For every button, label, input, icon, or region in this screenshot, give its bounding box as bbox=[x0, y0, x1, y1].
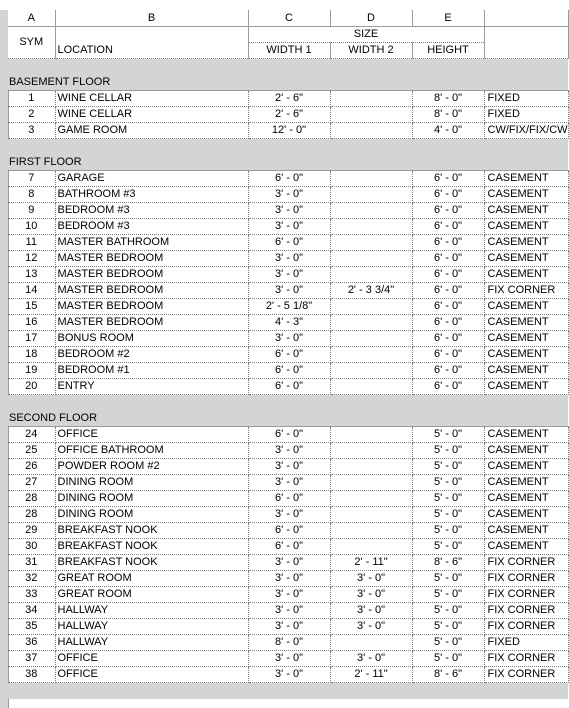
height-cell[interactable]: 6' - 0" bbox=[412, 315, 484, 331]
width1-cell[interactable]: 3' - 0" bbox=[248, 203, 330, 219]
width1-cell[interactable]: 3' - 0" bbox=[248, 507, 330, 523]
table-row[interactable] bbox=[8, 443, 568, 459]
table-row[interactable] bbox=[8, 603, 568, 619]
location-cell[interactable]: MASTER BEDROOM bbox=[55, 267, 248, 283]
sym-cell[interactable]: 28 bbox=[8, 491, 55, 507]
width1-cell[interactable]: 4' - 3" bbox=[248, 315, 330, 331]
location-cell[interactable]: BEDROOM #3 bbox=[55, 219, 248, 235]
type-cell[interactable]: CASEMENT bbox=[484, 539, 568, 555]
location-cell[interactable]: MASTER BATHROOM bbox=[55, 235, 248, 251]
location-cell[interactable]: ENTRY bbox=[55, 379, 248, 395]
column-header-e[interactable]: E bbox=[412, 10, 484, 27]
table-row[interactable] bbox=[8, 667, 568, 683]
sym-cell[interactable]: 10 bbox=[8, 219, 55, 235]
sym-cell[interactable]: 14 bbox=[8, 283, 55, 299]
table-row[interactable] bbox=[8, 347, 568, 363]
sym-cell[interactable]: 27 bbox=[8, 475, 55, 491]
width1-cell[interactable]: 3' - 0" bbox=[248, 187, 330, 203]
height-cell[interactable]: 8' - 6" bbox=[412, 667, 484, 683]
column-header-c[interactable]: C bbox=[248, 10, 330, 27]
width2-cell[interactable]: 3' - 0" bbox=[330, 587, 412, 603]
width2-cell[interactable] bbox=[330, 171, 412, 187]
table-row[interactable] bbox=[8, 267, 568, 283]
table-row[interactable] bbox=[8, 363, 568, 379]
location-cell[interactable]: BEDROOM #3 bbox=[55, 203, 248, 219]
type-cell[interactable]: FIXED bbox=[484, 91, 568, 107]
section-header-row bbox=[8, 411, 568, 427]
height-cell[interactable]: 6' - 0" bbox=[412, 347, 484, 363]
column-header-f[interactable] bbox=[484, 10, 568, 27]
type-cell[interactable]: CASEMENT bbox=[484, 427, 568, 443]
table-row[interactable] bbox=[8, 299, 568, 315]
width1-cell[interactable]: 2' - 6" bbox=[248, 107, 330, 123]
width1-cell[interactable]: 6' - 0" bbox=[248, 235, 330, 251]
type-cell[interactable]: CASEMENT bbox=[484, 251, 568, 267]
width1-cell[interactable]: 3' - 0" bbox=[248, 443, 330, 459]
table-row[interactable] bbox=[8, 571, 568, 587]
height-cell[interactable]: 6' - 0" bbox=[412, 363, 484, 379]
type-cell[interactable]: FIXED bbox=[484, 635, 568, 651]
width1-cell[interactable]: 6' - 0" bbox=[248, 523, 330, 539]
height-cell[interactable]: 5' - 0" bbox=[412, 491, 484, 507]
width1-cell[interactable]: 3' - 0" bbox=[248, 619, 330, 635]
sym-cell[interactable]: 38 bbox=[8, 667, 55, 683]
width1-cell[interactable]: 6' - 0" bbox=[248, 363, 330, 379]
table-row[interactable] bbox=[8, 491, 568, 507]
height-cell[interactable]: 6' - 0" bbox=[412, 267, 484, 283]
table-row[interactable] bbox=[8, 107, 568, 123]
sym-cell[interactable]: 26 bbox=[8, 459, 55, 475]
location-cell[interactable]: GAME ROOM bbox=[55, 123, 248, 139]
width2-cell[interactable] bbox=[330, 91, 412, 107]
table-row[interactable] bbox=[8, 187, 568, 203]
type-cell[interactable]: CASEMENT bbox=[484, 475, 568, 491]
width1-cell[interactable]: 3' - 0" bbox=[248, 459, 330, 475]
height-cell[interactable]: 5' - 0" bbox=[412, 539, 484, 555]
height-cell[interactable]: 5' - 0" bbox=[412, 619, 484, 635]
height-cell[interactable]: 6' - 0" bbox=[412, 187, 484, 203]
sym-cell[interactable]: 28 bbox=[8, 507, 55, 523]
table-row[interactable] bbox=[8, 251, 568, 267]
location-cell[interactable]: HALLWAY bbox=[55, 619, 248, 635]
type-cell[interactable]: CASEMENT bbox=[484, 347, 568, 363]
sym-cell[interactable]: 32 bbox=[8, 571, 55, 587]
width2-header: WIDTH 2 bbox=[330, 43, 412, 59]
width1-cell[interactable]: 6' - 0" bbox=[248, 379, 330, 395]
sym-cell[interactable]: 30 bbox=[8, 539, 55, 555]
type-cell[interactable]: CASEMENT bbox=[484, 203, 568, 219]
column-header-a[interactable]: A bbox=[8, 10, 55, 27]
height-cell[interactable]: 6' - 0" bbox=[412, 219, 484, 235]
sym-header: SYM bbox=[8, 27, 55, 59]
height-cell[interactable]: 5' - 0" bbox=[412, 507, 484, 523]
type-cell[interactable]: CASEMENT bbox=[484, 187, 568, 203]
width1-cell[interactable]: 8' - 0" bbox=[248, 635, 330, 651]
section-title[interactable]: SECOND FLOOR bbox=[8, 411, 568, 427]
location-cell[interactable]: WINE CELLAR bbox=[55, 91, 248, 107]
section-spacer-cell bbox=[8, 139, 568, 156]
section-spacer-cell bbox=[8, 683, 568, 700]
section-spacer bbox=[8, 139, 568, 156]
type-cell[interactable]: CASEMENT bbox=[484, 315, 568, 331]
width1-cell[interactable]: 6' - 0" bbox=[248, 171, 330, 187]
type-cell[interactable]: FIX CORNER bbox=[484, 603, 568, 619]
location-cell[interactable]: BREAKFAST NOOK bbox=[55, 555, 248, 571]
sym-cell[interactable]: 35 bbox=[8, 619, 55, 635]
width2-cell[interactable] bbox=[330, 251, 412, 267]
width1-cell[interactable]: 6' - 0" bbox=[248, 427, 330, 443]
type-cell[interactable]: CASEMENT bbox=[484, 235, 568, 251]
header-row-1 bbox=[8, 27, 568, 43]
location-cell[interactable]: POWDER ROOM #2 bbox=[55, 459, 248, 475]
width2-cell[interactable] bbox=[330, 379, 412, 395]
width1-cell[interactable]: 2' - 6" bbox=[248, 91, 330, 107]
table-row[interactable] bbox=[8, 331, 568, 347]
table-row[interactable] bbox=[8, 219, 568, 235]
width1-cell[interactable]: 6' - 0" bbox=[248, 347, 330, 363]
width1-cell[interactable]: 3' - 0" bbox=[248, 267, 330, 283]
height-cell[interactable]: 5' - 0" bbox=[412, 459, 484, 475]
type-header bbox=[484, 27, 568, 59]
type-cell[interactable]: FIX CORNER bbox=[484, 571, 568, 587]
width2-cell[interactable] bbox=[330, 427, 412, 443]
type-cell[interactable]: CASEMENT bbox=[484, 491, 568, 507]
type-cell[interactable]: CASEMENT bbox=[484, 443, 568, 459]
sym-cell[interactable]: 29 bbox=[8, 523, 55, 539]
section-header-row bbox=[8, 155, 568, 171]
width2-cell[interactable]: 2' - 3 3/4" bbox=[330, 283, 412, 299]
height-cell[interactable]: 5' - 0" bbox=[412, 571, 484, 587]
type-cell[interactable]: CASEMENT bbox=[484, 299, 568, 315]
type-cell[interactable]: FIX CORNER bbox=[484, 555, 568, 571]
sym-cell[interactable]: 20 bbox=[8, 379, 55, 395]
location-cell[interactable]: OFFICE bbox=[55, 667, 248, 683]
sym-cell[interactable]: 7 bbox=[8, 171, 55, 187]
location-cell[interactable]: BEDROOM #1 bbox=[55, 363, 248, 379]
height-cell[interactable]: 5' - 0" bbox=[412, 475, 484, 491]
sym-cell[interactable]: 19 bbox=[8, 363, 55, 379]
width2-cell[interactable] bbox=[330, 219, 412, 235]
width2-cell[interactable] bbox=[330, 363, 412, 379]
location-cell[interactable]: BONUS ROOM bbox=[55, 331, 248, 347]
type-cell[interactable]: CASEMENT bbox=[484, 363, 568, 379]
table-row[interactable] bbox=[8, 283, 568, 299]
width1-cell[interactable]: 3' - 0" bbox=[248, 651, 330, 667]
height-cell[interactable]: 5' - 0" bbox=[412, 443, 484, 459]
width2-cell[interactable]: 2' - 11" bbox=[330, 555, 412, 571]
width2-cell[interactable] bbox=[330, 107, 412, 123]
location-cell[interactable]: MASTER BEDROOM bbox=[55, 283, 248, 299]
location-cell[interactable]: HALLWAY bbox=[55, 603, 248, 619]
type-cell[interactable]: CASEMENT bbox=[484, 379, 568, 395]
schedule-grid bbox=[0, 10, 568, 708]
table-row[interactable] bbox=[8, 635, 568, 651]
width2-cell[interactable] bbox=[330, 315, 412, 331]
width2-cell[interactable]: 3' - 0" bbox=[330, 571, 412, 587]
section-spacer bbox=[8, 683, 568, 700]
section-header-row bbox=[8, 75, 568, 91]
column-header-d[interactable]: D bbox=[330, 10, 412, 27]
sym-cell[interactable]: 25 bbox=[8, 443, 55, 459]
section-spacer-cell bbox=[8, 59, 568, 76]
table-row[interactable] bbox=[8, 651, 568, 667]
type-cell[interactable]: CASEMENT bbox=[484, 331, 568, 347]
table-row[interactable] bbox=[8, 459, 568, 475]
height-cell[interactable]: 6' - 0" bbox=[412, 379, 484, 395]
width1-header: WIDTH 1 bbox=[248, 43, 330, 59]
table-row[interactable] bbox=[8, 475, 568, 491]
sym-cell[interactable]: 2 bbox=[8, 107, 55, 123]
section-title[interactable]: BASEMENT FLOOR bbox=[8, 75, 568, 91]
width1-cell[interactable]: 12' - 0" bbox=[248, 123, 330, 139]
width2-cell[interactable] bbox=[330, 347, 412, 363]
height-cell[interactable]: 6' - 0" bbox=[412, 299, 484, 315]
width1-cell[interactable]: 3' - 0" bbox=[248, 475, 330, 491]
location-cell[interactable]: DINING ROOM bbox=[55, 491, 248, 507]
location-cell[interactable]: DINING ROOM bbox=[55, 507, 248, 523]
width2-cell[interactable]: 3' - 0" bbox=[330, 619, 412, 635]
width2-cell[interactable] bbox=[330, 491, 412, 507]
width2-cell[interactable] bbox=[330, 235, 412, 251]
location-cell[interactable]: OFFICE bbox=[55, 427, 248, 443]
width1-cell[interactable]: 3' - 0" bbox=[248, 555, 330, 571]
location-cell[interactable]: MASTER BEDROOM bbox=[55, 299, 248, 315]
height-cell[interactable]: 6' - 0" bbox=[412, 171, 484, 187]
table-row[interactable] bbox=[8, 123, 568, 139]
height-cell[interactable]: 5' - 0" bbox=[412, 635, 484, 651]
height-cell[interactable]: 8' - 6" bbox=[412, 555, 484, 571]
width2-cell[interactable]: 3' - 0" bbox=[330, 651, 412, 667]
width1-cell[interactable]: 3' - 0" bbox=[248, 571, 330, 587]
type-cell[interactable]: FIX CORNER bbox=[484, 587, 568, 603]
type-cell[interactable]: CASEMENT bbox=[484, 523, 568, 539]
height-cell[interactable]: 5' - 0" bbox=[412, 427, 484, 443]
location-cell[interactable]: OFFICE BATHROOM bbox=[55, 443, 248, 459]
location-cell[interactable]: BREAKFAST NOOK bbox=[55, 523, 248, 539]
window-schedule-table bbox=[8, 10, 569, 699]
location-cell[interactable]: BEDROOM #2 bbox=[55, 347, 248, 363]
sym-cell[interactable]: 33 bbox=[8, 587, 55, 603]
sym-cell[interactable]: 36 bbox=[8, 635, 55, 651]
width1-cell[interactable]: 3' - 0" bbox=[248, 667, 330, 683]
type-cell[interactable]: FIXED bbox=[484, 107, 568, 123]
location-cell[interactable]: BREAKFAST NOOK bbox=[55, 539, 248, 555]
height-cell[interactable]: 6' - 0" bbox=[412, 283, 484, 299]
type-cell[interactable]: FIX CORNER bbox=[484, 283, 568, 299]
width2-cell[interactable] bbox=[330, 635, 412, 651]
width2-cell[interactable] bbox=[330, 539, 412, 555]
width2-cell[interactable]: 2' - 11" bbox=[330, 667, 412, 683]
type-cell[interactable]: CASEMENT bbox=[484, 171, 568, 187]
sym-cell[interactable]: 11 bbox=[8, 235, 55, 251]
height-cell[interactable]: 8' - 0" bbox=[412, 107, 484, 123]
width1-cell[interactable]: 6' - 0" bbox=[248, 539, 330, 555]
sym-cell[interactable]: 37 bbox=[8, 651, 55, 667]
type-cell[interactable]: FIX CORNER bbox=[484, 651, 568, 667]
location-cell[interactable]: MASTER BEDROOM bbox=[55, 251, 248, 267]
sym-cell[interactable]: 1 bbox=[8, 91, 55, 107]
width2-cell[interactable] bbox=[330, 123, 412, 139]
width2-cell[interactable] bbox=[330, 203, 412, 219]
location-cell[interactable]: GARAGE bbox=[55, 171, 248, 187]
table-row[interactable] bbox=[8, 523, 568, 539]
height-cell[interactable]: 5' - 0" bbox=[412, 587, 484, 603]
table-row[interactable] bbox=[8, 235, 568, 251]
height-cell[interactable]: 5' - 0" bbox=[412, 651, 484, 667]
sym-cell[interactable]: 13 bbox=[8, 267, 55, 283]
section-spacer-cell bbox=[8, 395, 568, 412]
table-row[interactable] bbox=[8, 171, 568, 187]
width2-cell[interactable] bbox=[330, 459, 412, 475]
height-cell[interactable]: 6' - 0" bbox=[412, 235, 484, 251]
height-cell[interactable]: 6' - 0" bbox=[412, 251, 484, 267]
table-row[interactable] bbox=[8, 427, 568, 443]
height-cell[interactable]: 5' - 0" bbox=[412, 523, 484, 539]
location-cell[interactable]: DINING ROOM bbox=[55, 475, 248, 491]
sym-cell[interactable]: 12 bbox=[8, 251, 55, 267]
height-cell[interactable]: 6' - 0" bbox=[412, 203, 484, 219]
table-row[interactable] bbox=[8, 587, 568, 603]
width2-cell[interactable]: 3' - 0" bbox=[330, 603, 412, 619]
column-header-b[interactable]: B bbox=[55, 10, 248, 27]
type-cell[interactable]: CASEMENT bbox=[484, 459, 568, 475]
height-cell[interactable]: 4' - 0" bbox=[412, 123, 484, 139]
sym-cell[interactable]: 24 bbox=[8, 427, 55, 443]
sym-cell[interactable]: 8 bbox=[8, 187, 55, 203]
width2-cell[interactable] bbox=[330, 187, 412, 203]
sym-cell[interactable]: 3 bbox=[8, 123, 55, 139]
height-cell[interactable]: 5' - 0" bbox=[412, 603, 484, 619]
location-cell[interactable]: WINE CELLAR bbox=[55, 107, 248, 123]
section-spacer bbox=[8, 59, 568, 76]
width2-cell[interactable] bbox=[330, 443, 412, 459]
width1-cell[interactable]: 3' - 0" bbox=[248, 219, 330, 235]
table-row[interactable] bbox=[8, 619, 568, 635]
type-cell[interactable]: CASEMENT bbox=[484, 267, 568, 283]
width1-cell[interactable]: 3' - 0" bbox=[248, 331, 330, 347]
table-row[interactable] bbox=[8, 507, 568, 523]
width2-cell[interactable] bbox=[330, 475, 412, 491]
type-cell[interactable]: FIX CORNER bbox=[484, 619, 568, 635]
sym-cell[interactable]: 17 bbox=[8, 331, 55, 347]
height-cell[interactable]: 6' - 0" bbox=[412, 331, 484, 347]
type-cell[interactable]: CW/FIX/FIX/CW bbox=[484, 123, 568, 139]
table-row[interactable] bbox=[8, 555, 568, 571]
type-cell[interactable]: FIX CORNER bbox=[484, 667, 568, 683]
table-row[interactable] bbox=[8, 315, 568, 331]
width2-cell[interactable] bbox=[330, 507, 412, 523]
width1-cell[interactable]: 6' - 0" bbox=[248, 491, 330, 507]
section-spacer bbox=[8, 395, 568, 412]
sym-cell[interactable]: 31 bbox=[8, 555, 55, 571]
type-cell[interactable]: CASEMENT bbox=[484, 219, 568, 235]
height-header: HEIGHT bbox=[412, 43, 484, 59]
table-row[interactable] bbox=[8, 203, 568, 219]
width1-cell[interactable]: 2' - 5 1/8" bbox=[248, 299, 330, 315]
width2-cell[interactable] bbox=[330, 299, 412, 315]
width2-cell[interactable] bbox=[330, 523, 412, 539]
sym-cell[interactable]: 18 bbox=[8, 347, 55, 363]
width1-cell[interactable]: 3' - 0" bbox=[248, 283, 330, 299]
table-row[interactable] bbox=[8, 91, 568, 107]
width2-cell[interactable] bbox=[330, 267, 412, 283]
table-row[interactable] bbox=[8, 539, 568, 555]
width1-cell[interactable]: 3' - 0" bbox=[248, 603, 330, 619]
location-cell[interactable]: GREAT ROOM bbox=[55, 587, 248, 603]
location-cell[interactable]: GREAT ROOM bbox=[55, 571, 248, 587]
width1-cell[interactable]: 3' - 0" bbox=[248, 251, 330, 267]
table-row[interactable] bbox=[8, 379, 568, 395]
location-cell[interactable]: MASTER BEDROOM bbox=[55, 315, 248, 331]
column-letter-row bbox=[8, 10, 568, 27]
sym-cell[interactable]: 34 bbox=[8, 603, 55, 619]
type-cell[interactable]: CASEMENT bbox=[484, 507, 568, 523]
location-cell[interactable]: OFFICE bbox=[55, 651, 248, 667]
height-cell[interactable]: 8' - 0" bbox=[412, 91, 484, 107]
width1-cell[interactable]: 3' - 0" bbox=[248, 587, 330, 603]
sym-cell[interactable]: 15 bbox=[8, 299, 55, 315]
size-header: SIZE bbox=[248, 27, 484, 43]
location-header: LOCATION bbox=[55, 27, 248, 59]
location-cell[interactable]: HALLWAY bbox=[55, 635, 248, 651]
sym-cell[interactable]: 16 bbox=[8, 315, 55, 331]
sym-cell[interactable]: 9 bbox=[8, 203, 55, 219]
width2-cell[interactable] bbox=[330, 331, 412, 347]
location-cell[interactable]: BATHROOM #3 bbox=[55, 187, 248, 203]
section-title[interactable]: FIRST FLOOR bbox=[8, 155, 568, 171]
